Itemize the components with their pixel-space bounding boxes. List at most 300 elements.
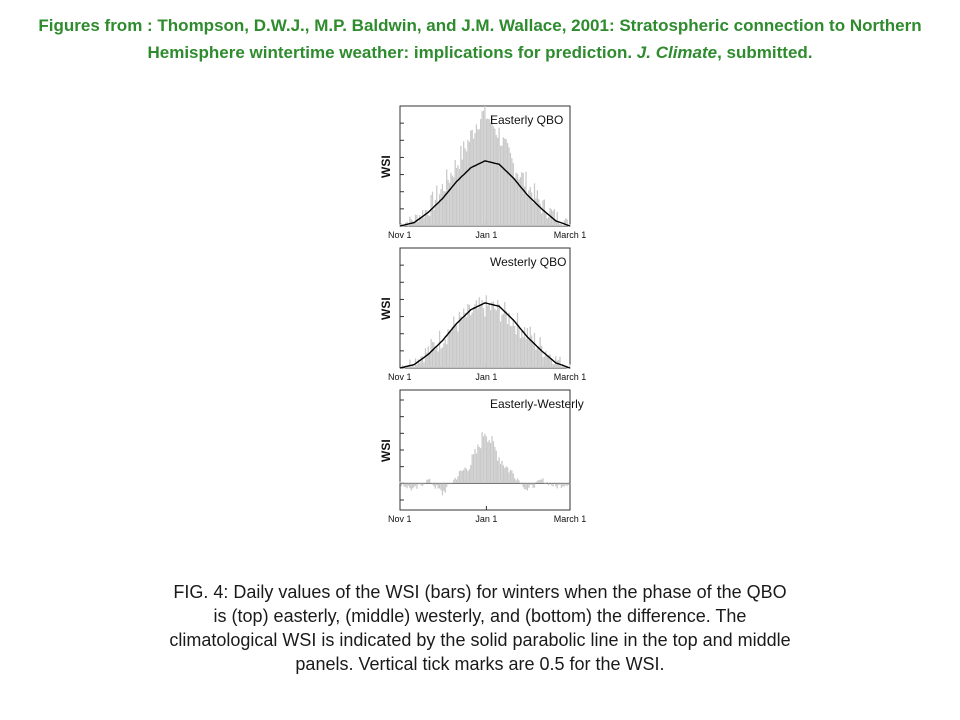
wsi-bar (506, 311, 507, 368)
wsi-bar (515, 334, 516, 368)
wsi-bar (491, 115, 492, 226)
wsi-bar (455, 160, 456, 226)
wsi-bar (496, 451, 497, 484)
x-tick-label: Jan 1 (475, 514, 498, 524)
wsi-bar (456, 168, 457, 226)
wsi-bar (404, 368, 405, 369)
wsi-bar (480, 305, 481, 368)
wsi-bar (440, 189, 441, 226)
wsi-bar (517, 313, 518, 368)
wsi-bar (541, 346, 542, 368)
wsi-bar (494, 309, 495, 368)
wsi-bar (450, 173, 451, 226)
wsi-bar (521, 483, 522, 484)
wsi-bar (489, 119, 490, 226)
y-axis-label: WSI (379, 155, 393, 178)
wsi-bar (408, 483, 409, 486)
wsi-bar (433, 483, 434, 486)
wsi-bar (479, 129, 480, 226)
wsi-bar (510, 470, 511, 484)
wsi-bar (535, 350, 536, 368)
wsi-bar (547, 218, 548, 226)
chart-panel-2 (379, 248, 586, 382)
wsi-bar (568, 483, 569, 484)
wsi-bar (460, 470, 461, 483)
wsi-bar (558, 483, 559, 485)
wsi-bar (413, 483, 414, 487)
wsi-bar (463, 470, 464, 484)
wsi-bar (541, 480, 542, 484)
wsi-bar (565, 483, 566, 485)
x-tick-label: March 1 (553, 514, 587, 524)
wsi-bar (487, 306, 488, 368)
wsi-bar (511, 470, 512, 483)
wsi-bar (442, 483, 443, 495)
wsi-bar (453, 480, 454, 484)
wsi-bar (445, 483, 446, 492)
wsi-bar (494, 129, 495, 226)
wsi-bar (523, 337, 524, 368)
wsi-bar (549, 483, 550, 484)
wsi-bar (443, 343, 444, 368)
wsi-figure (360, 100, 600, 530)
wsi-bar (541, 214, 542, 226)
wsi-bar (561, 367, 562, 368)
wsi-bar (409, 360, 410, 368)
wsi-bar (535, 482, 536, 483)
wsi-bar (521, 331, 522, 368)
wsi-bar (476, 453, 477, 483)
wsi-bar (428, 346, 429, 368)
wsi-bar (562, 225, 563, 226)
wsi-bar (418, 222, 419, 226)
wsi-bar (481, 300, 482, 368)
wsi-bar (423, 362, 424, 368)
wsi-bar (481, 111, 482, 226)
wsi-bar (530, 187, 531, 226)
wsi-bar (399, 482, 400, 484)
wsi-bar (455, 478, 456, 483)
wsi-bar (528, 340, 529, 368)
wsi-bar (476, 300, 477, 368)
wsi-bar (433, 342, 434, 368)
wsi-bar (470, 131, 471, 226)
wsi-bar (474, 449, 475, 483)
wsi-bar (476, 124, 477, 226)
wsi-bar (477, 309, 478, 368)
wsi-bar (480, 119, 481, 226)
wsi-bar (460, 146, 461, 226)
wsi-bar (554, 483, 555, 484)
wsi-bar (430, 483, 431, 484)
wsi-bar (416, 483, 417, 488)
wsi-bar (435, 483, 436, 488)
wsi-bar (545, 213, 546, 226)
wsi-bar (542, 357, 543, 368)
wsi-bar (490, 123, 491, 226)
wsi-bar (457, 165, 458, 226)
wsi-bar (562, 483, 563, 486)
wsi-bar (402, 483, 403, 484)
wsi-bar (423, 218, 424, 226)
wsi-bar (532, 342, 533, 368)
wsi-bar (455, 324, 456, 368)
chart-panel-3 (379, 390, 586, 524)
wsi-bar (493, 302, 494, 368)
wsi-bar (460, 316, 461, 368)
wsi-bar (473, 139, 474, 226)
wsi-bar (564, 483, 565, 486)
wsi-bar (547, 482, 548, 483)
wsi-bar (530, 327, 531, 368)
wsi-bar (500, 322, 501, 368)
wsi-bar (525, 172, 526, 226)
wsi-bar (498, 457, 499, 483)
wsi-bar (545, 483, 546, 484)
wsi-bar (530, 483, 531, 485)
wsi-bar (517, 478, 518, 483)
wsi-bar (467, 140, 468, 226)
wsi-bar (552, 364, 553, 368)
wsi-bar (462, 319, 463, 368)
wsi-bar (515, 480, 516, 483)
wsi-bar (472, 130, 473, 226)
wsi-bar (532, 483, 533, 488)
wsi-bar (481, 432, 482, 483)
wsi-bar (489, 304, 490, 368)
wsi-bar (450, 332, 451, 368)
wsi-bar (473, 307, 474, 368)
wsi-bar (432, 483, 433, 484)
wsi-bar (472, 313, 473, 368)
wsi-bar (469, 469, 470, 483)
wsi-bar (501, 315, 502, 368)
wsi-bar (497, 300, 498, 368)
wsi-bar (452, 327, 453, 368)
wsi-bar (559, 357, 560, 368)
wsi-bar (443, 483, 444, 491)
wsi-bar (506, 466, 507, 483)
wsi-bar (426, 480, 427, 484)
wsi-bar (409, 483, 410, 488)
wsi-bar (413, 367, 414, 368)
wsi-bar (484, 316, 485, 368)
wsi-bar (501, 461, 502, 483)
wsi-bar (537, 347, 538, 368)
wsi-bar (504, 468, 505, 483)
wsi-bar (511, 326, 512, 368)
wsi-bar (555, 483, 556, 486)
wsi-bar (538, 480, 539, 483)
wsi-bar (425, 210, 426, 226)
wsi-bar (486, 119, 487, 226)
wsi-bar (470, 465, 471, 483)
wsi-bar (493, 126, 494, 226)
panel-title: Easterly QBO (490, 113, 564, 127)
wsi-bar (510, 153, 511, 226)
wsi-bar (484, 434, 485, 484)
panel-title: Westerly QBO (490, 255, 567, 269)
wsi-bar (435, 350, 436, 368)
wsi-bar (462, 160, 463, 226)
wsi-bar (405, 483, 406, 487)
wsi-bar (527, 483, 528, 490)
wsi-bar (524, 483, 525, 489)
wsi-bar (566, 483, 567, 486)
wsi-bar (463, 141, 464, 226)
wsi-bar (531, 192, 532, 226)
wsi-bar (552, 483, 553, 486)
wsi-bar (554, 209, 555, 226)
wsi-bar (464, 313, 465, 368)
wsi-bar (566, 368, 567, 369)
wsi-bar (525, 339, 526, 368)
wsi-bar (527, 197, 528, 226)
wsi-bar (449, 483, 450, 484)
wsi-bar (439, 331, 440, 368)
wsi-bar (436, 186, 437, 226)
wsi-bar (466, 151, 467, 226)
wsi-bar (554, 364, 555, 368)
wsi-bar (415, 215, 416, 226)
wsi-bar (493, 441, 494, 483)
x-tick-label: Nov 1 (388, 372, 412, 382)
wsi-bar (531, 483, 532, 484)
wsi-bar (479, 297, 480, 368)
wsi-bar (514, 326, 515, 368)
wsi-bar (457, 332, 458, 368)
wsi-bar (472, 454, 473, 483)
wsi-bar (483, 111, 484, 226)
wsi-bar (527, 328, 528, 368)
wsi-bar (542, 200, 543, 226)
wsi-bar (504, 139, 505, 226)
wsi-bar (473, 454, 474, 483)
wsi-bar (501, 146, 502, 226)
wsi-bar (438, 351, 439, 368)
wsi-bar (467, 471, 468, 483)
wsi-bar (542, 478, 543, 483)
wsi-bar (418, 483, 419, 484)
wsi-bar (446, 483, 447, 487)
wsi-bar (423, 483, 424, 484)
wsi-bar (498, 304, 499, 368)
wsi-bar (406, 483, 407, 488)
wsi-bar (510, 326, 511, 368)
header-citation: Figures from : Thompson, D.W.J., M.P. Baldwin, and J.M. Wallace, 2001: Stratospheric connection to Northern Hemisphere wintertime weather: implications for prediction. (38, 16, 922, 62)
wsi-bar (466, 469, 467, 484)
figure-source-header (20, 12, 940, 66)
wsi-bar (456, 479, 457, 483)
wsi-bar (452, 483, 453, 484)
wsi-bar (457, 476, 458, 483)
wsi-bar (486, 437, 487, 484)
wsi-bar (511, 158, 512, 226)
wsi-bar (483, 436, 484, 483)
wsi-bar (484, 106, 485, 226)
wsi-bar (537, 481, 538, 484)
wsi-bar (544, 199, 545, 226)
wsi-bar (415, 483, 416, 486)
wsi-bar (421, 356, 422, 368)
wsi-bar (452, 176, 453, 226)
wsi-bar (409, 217, 410, 226)
wsi-bar (421, 483, 422, 485)
x-tick-label: March 1 (553, 372, 587, 382)
wsi-bar (497, 461, 498, 484)
wsi-bar (447, 483, 448, 484)
wsi-bar (425, 483, 426, 484)
y-axis-label: WSI (379, 439, 393, 462)
wsi-bar (544, 483, 545, 484)
wsi-bar (429, 353, 430, 368)
wsi-bar (523, 483, 524, 487)
wsi-bar (534, 333, 535, 368)
wsi-bar (469, 305, 470, 368)
wsi-bar (518, 480, 519, 483)
wsi-bar (412, 366, 413, 368)
wsi-bar (456, 325, 457, 368)
x-tick-label: Nov 1 (388, 230, 412, 240)
wsi-bar (561, 483, 562, 488)
wsi-bar (538, 199, 539, 226)
wsi-bar (507, 143, 508, 226)
wsi-bar (520, 483, 521, 484)
wsi-bar (498, 128, 499, 226)
wsi-bar (514, 178, 515, 226)
wsi-bar (507, 324, 508, 368)
wsi-bar (532, 203, 533, 226)
wsi-bar (520, 177, 521, 226)
wsi-bar (440, 349, 441, 368)
wsi-bar (447, 180, 448, 226)
wsi-bar (408, 226, 409, 227)
wsi-figure-svg (360, 100, 600, 530)
wsi-bar (487, 118, 488, 226)
wsi-bar (494, 447, 495, 483)
wsi-bar (538, 347, 539, 368)
wsi-bar (525, 483, 526, 489)
chart-panel-1 (379, 106, 586, 240)
wsi-bar (411, 483, 412, 490)
wsi-bar (540, 337, 541, 368)
wsi-bar (438, 483, 439, 488)
wsi-bar (547, 357, 548, 368)
wsi-bar (445, 339, 446, 368)
wsi-bar (557, 361, 558, 368)
wsi-bar (446, 344, 447, 368)
wsi-bar (548, 217, 549, 226)
x-tick-label: March 1 (553, 230, 587, 240)
wsi-bar (436, 346, 437, 368)
wsi-bar (496, 135, 497, 226)
wsi-bar (503, 137, 504, 226)
wsi-bar (469, 142, 470, 226)
wsi-bar (557, 212, 558, 226)
wsi-bar (421, 218, 422, 226)
wsi-bar (429, 216, 430, 226)
wsi-bar (430, 339, 431, 368)
wsi-bar (490, 310, 491, 368)
header-journal: J. Climate (636, 43, 718, 62)
wsi-bar (513, 163, 514, 226)
wsi-bar (462, 471, 463, 483)
wsi-bar (422, 483, 423, 486)
wsi-bar (466, 317, 467, 368)
wsi-bar (569, 483, 570, 484)
wsi-bar (520, 338, 521, 368)
wsi-bar (428, 479, 429, 483)
wsi-bar (464, 467, 465, 483)
x-tick-label: Nov 1 (388, 514, 412, 524)
wsi-bar (503, 465, 504, 483)
wsi-bar (506, 139, 507, 226)
panel-title: Easterly-Westerly (490, 397, 584, 411)
wsi-bar (500, 464, 501, 484)
wsi-bar (487, 442, 488, 483)
wsi-bar (561, 224, 562, 226)
wsi-bar (514, 478, 515, 483)
wsi-bar (480, 448, 481, 483)
wsi-bar (439, 483, 440, 488)
wsi-bar (404, 483, 405, 486)
wsi-bar (433, 210, 434, 226)
wsi-bar (521, 172, 522, 226)
wsi-bar (450, 483, 451, 484)
wsi-bar (442, 348, 443, 368)
wsi-bar (435, 200, 436, 226)
wsi-bar (549, 354, 550, 368)
wsi-bar (508, 147, 509, 226)
wsi-bar (537, 190, 538, 226)
wsi-bar (459, 471, 460, 483)
wsi-bar (559, 224, 560, 226)
wsi-bar (425, 348, 426, 368)
wsi-bar (412, 483, 413, 488)
wsi-bar (470, 315, 471, 368)
x-tick-label: Jan 1 (475, 230, 498, 240)
wsi-bar (483, 308, 484, 368)
wsi-bar (486, 295, 487, 368)
y-axis-label: WSI (379, 297, 393, 320)
wsi-bar (422, 210, 423, 226)
wsi-bar (477, 445, 478, 484)
wsi-bar (534, 183, 535, 226)
wsi-bar (419, 215, 420, 226)
wsi-bar (453, 316, 454, 368)
wsi-bar (496, 310, 497, 368)
wsi-bar (449, 332, 450, 368)
wsi-bar (513, 319, 514, 368)
wsi-bar (497, 138, 498, 226)
wsi-bar (428, 215, 429, 226)
wsi-bar (440, 483, 441, 490)
wsi-bar (534, 483, 535, 487)
wsi-bar (464, 149, 465, 226)
wsi-bar (491, 302, 492, 368)
wsi-bar (548, 483, 549, 485)
x-tick-label: Jan 1 (475, 372, 498, 382)
wsi-bar (523, 173, 524, 226)
wsi-bar (432, 342, 433, 368)
wsi-bar (528, 483, 529, 487)
wsi-bar (474, 304, 475, 368)
wsi-bar (518, 325, 519, 368)
wsi-bar (442, 184, 443, 226)
wsi-bar (479, 447, 480, 483)
wsi-bar (508, 313, 509, 368)
wsi-bar (411, 366, 412, 368)
